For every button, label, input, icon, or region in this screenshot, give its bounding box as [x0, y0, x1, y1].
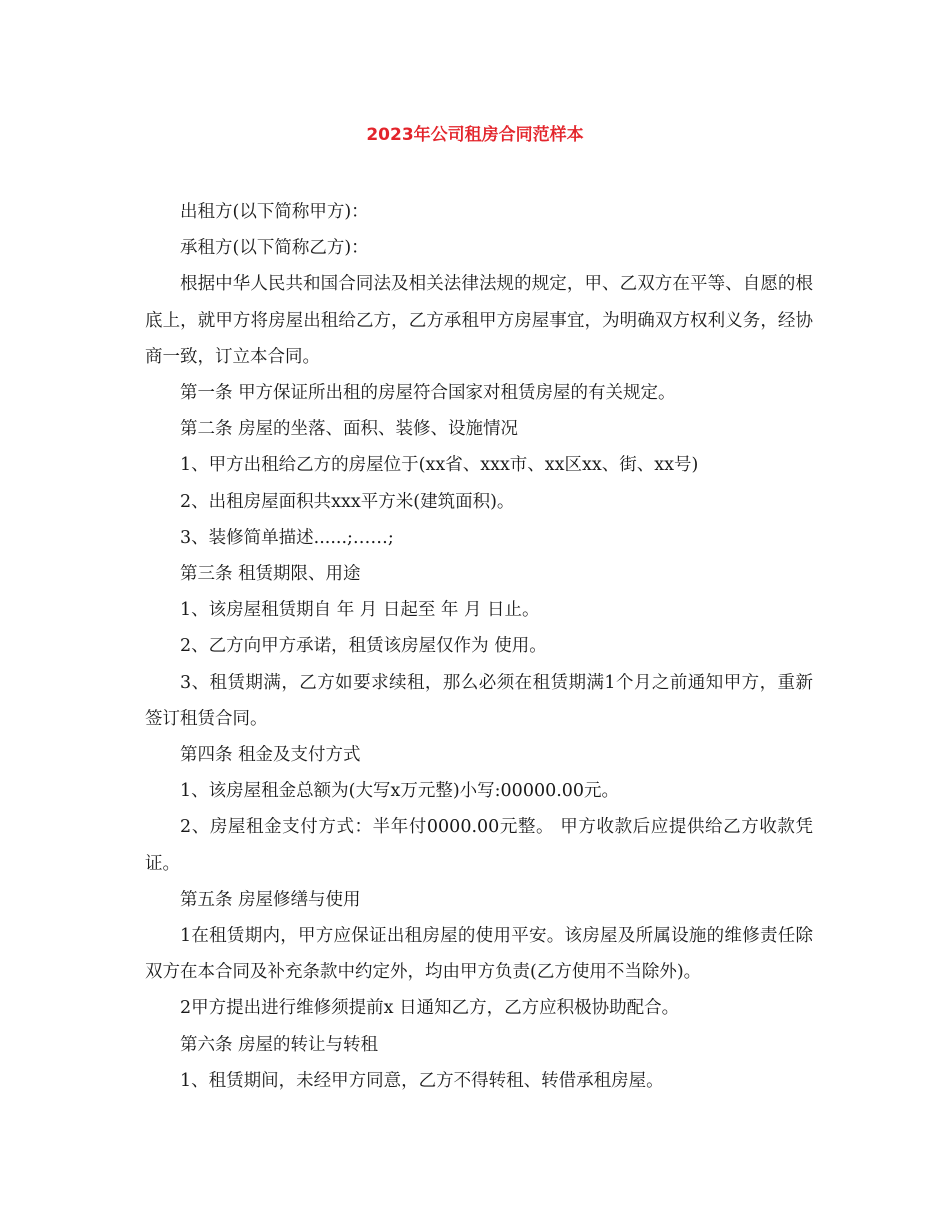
article-6-heading: 第六条 房屋的转让与转租 [180, 1034, 379, 1055]
article-4-heading: 第四条 租金及支付方式 [180, 745, 361, 766]
article-2-item-2: 2、出租房屋面积共xxx平方米(建筑面积)。 [180, 491, 515, 512]
article-2-item-3: 3、装修简单描述......;……; [180, 527, 394, 548]
article-5-item-1: 1在租赁期内，甲方应保证出租房屋的使用平安。该房屋及所属设施的维修责任除双方在本合同及补充条款中约定外，均由甲方负责(乙方使用不当除外)。 [145, 926, 813, 983]
article-6-item-1: 1、租赁期间，未经甲方同意，乙方不得转租、转借承租房屋。 [180, 1070, 664, 1091]
article-4-item-1: 1、该房屋租金总额为(大写x万元整)小写:00000.00元。 [180, 781, 620, 802]
paragraph-lessee: 承租方(以下简称乙方)： [180, 238, 369, 259]
article-2-item-1: 1、甲方出租给乙方的房屋位于(xx省、xxx市、xx区xx、街、xx号) [180, 455, 699, 476]
document-body [145, 194, 813, 1099]
article-3-heading: 第三条 租赁期限、用途 [180, 564, 361, 585]
article-5-heading: 第五条 房屋修缮与使用 [180, 889, 361, 910]
paragraph-lessor: 出租方(以下简称甲方)： [180, 202, 369, 222]
article-3-item-1: 1、该房屋租赁期自 年 月 日起至 年 月 日止。 [180, 600, 540, 621]
document-title: 2023年公司租房合同范样本 [366, 125, 584, 145]
paragraph-preamble: 根据中华人民共和国合同法及相关法律法规的规定，甲、乙双方在平等、自愿的根底上，就甲方将房屋出租给乙方，乙方承租甲方房屋事宜，为明确双方权利义务，经协商一致，订立本合同。 [145, 274, 813, 367]
article-2-heading: 第二条 房屋的坐落、面积、装修、设施情况 [180, 419, 519, 440]
article-1: 第一条 甲方保证所出租的房屋符合国家对租赁房屋的有关规定。 [180, 383, 676, 404]
article-5-item-2: 2甲方提出进行维修须提前x 日通知乙方，乙方应积极协助配合。 [180, 998, 680, 1019]
article-3-item-2: 2、乙方向甲方承诺，租赁该房屋仅作为 使用。 [180, 636, 547, 657]
article-3-item-3: 3、租赁期满，乙方如要求续租，那么必须在租赁期满1个月之前通知甲方，重新签订租赁合同。 [145, 672, 813, 729]
article-4-item-2: 2、房屋租金支付方式：半年付0000.00元整。 甲方收款后应提供给乙方收款凭证。 [145, 817, 813, 874]
